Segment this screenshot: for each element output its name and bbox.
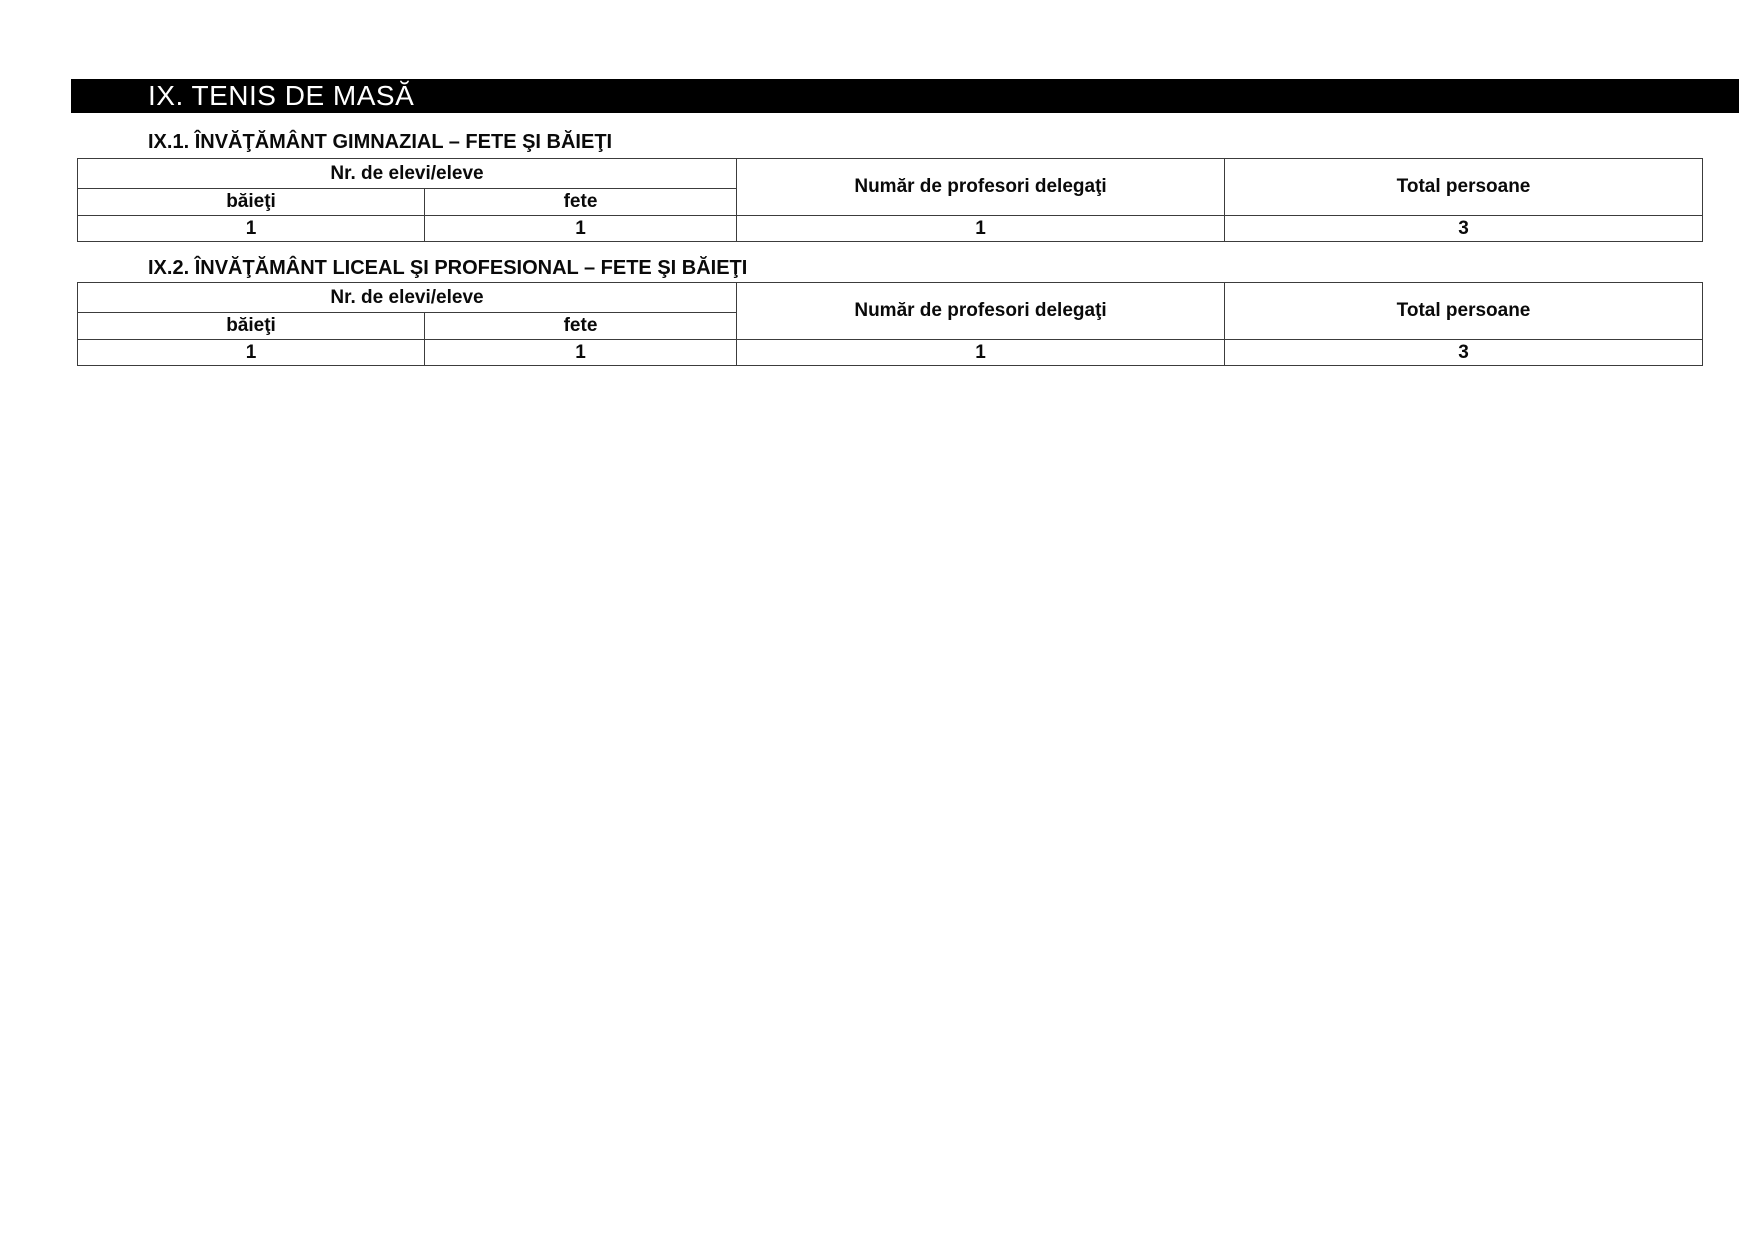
cell-fete: 1 bbox=[425, 216, 737, 242]
column-header-profesori: Număr de profesori delegaţi bbox=[737, 283, 1225, 340]
gimnazial-table bbox=[77, 158, 1703, 242]
cell-baieti: 1 bbox=[78, 340, 425, 366]
column-header-fete: fete bbox=[425, 313, 737, 340]
column-header-total: Total persoane bbox=[1225, 283, 1703, 340]
column-header-baieti: băieţi bbox=[78, 313, 425, 340]
column-header-elevi-group: Nr. de elevi/eleve bbox=[78, 283, 737, 313]
page-title: IX. TENIS DE MASĂ bbox=[148, 80, 415, 111]
cell-profesori: 1 bbox=[737, 340, 1225, 366]
column-header-fete: fete bbox=[425, 189, 737, 216]
liceal-table bbox=[77, 282, 1703, 366]
table-row bbox=[78, 340, 1703, 366]
table-header-row-group bbox=[78, 159, 1703, 189]
section-banner bbox=[71, 79, 1739, 113]
cell-profesori: 1 bbox=[737, 216, 1225, 242]
table-header-row-group bbox=[78, 283, 1703, 313]
cell-total: 3 bbox=[1225, 340, 1703, 366]
cell-total: 3 bbox=[1225, 216, 1703, 242]
table-row bbox=[78, 216, 1703, 242]
column-header-profesori: Număr de profesori delegaţi bbox=[737, 159, 1225, 216]
column-header-baieti: băieţi bbox=[78, 189, 425, 216]
cell-fete: 1 bbox=[425, 340, 737, 366]
section-title-gimnazial: IX.1. ÎNVĂŢĂMÂNT GIMNAZIAL – FETE ŞI BĂIEŢI bbox=[148, 131, 613, 153]
column-header-total: Total persoane bbox=[1225, 159, 1703, 216]
section-title-liceal: IX.2. ÎNVĂŢĂMÂNT LICEAL ŞI PROFESIONAL – FETE ŞI BĂIEŢI bbox=[148, 257, 748, 279]
cell-baieti: 1 bbox=[78, 216, 425, 242]
column-header-elevi-group: Nr. de elevi/eleve bbox=[78, 159, 737, 189]
